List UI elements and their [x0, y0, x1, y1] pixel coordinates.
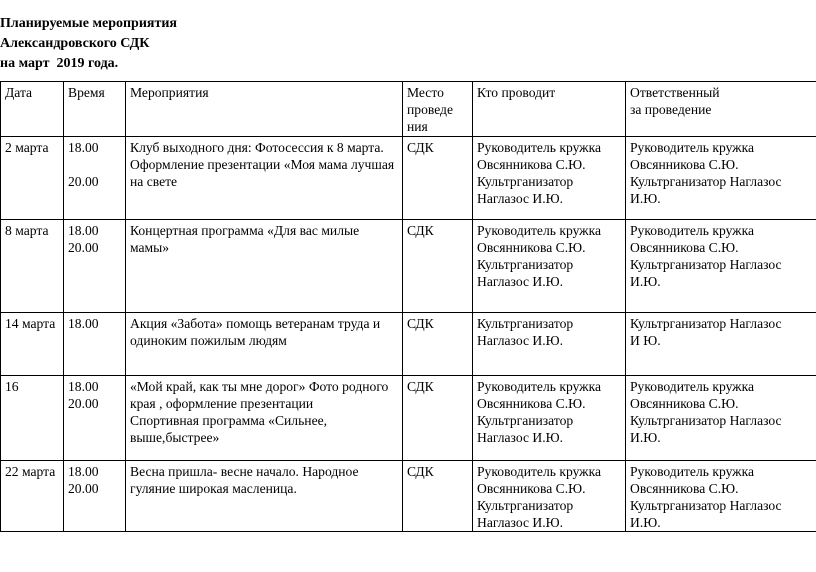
- cell-time: 18.00 20.00: [64, 461, 126, 532]
- cell-who: Руководитель кружка Овсянникова С.Ю. Культрганизатор Наглазос И.Ю.: [473, 461, 626, 532]
- cell-responsible: Руководитель кружка Овсянникова С.Ю. Культрганизатор Наглазос И.Ю.: [626, 137, 816, 220]
- cell-place: СДК: [403, 376, 473, 461]
- title-line-3: на март 2019 года.: [0, 56, 119, 71]
- cell-responsible: Руководитель кружка Овсянникова С.Ю. Культрганизатор Наглазос И.Ю.: [626, 461, 816, 532]
- cell-who: Руководитель кружка Овсянникова С.Ю. Культрганизатор Наглазос И.Ю.: [473, 376, 626, 461]
- cell-time: 18.00 20.00: [64, 376, 126, 461]
- header-date: Дата: [1, 82, 64, 137]
- title-line-2: Александровского СДК: [0, 36, 150, 51]
- document-title: [0, 14, 177, 74]
- cell-responsible: Культрганизатор Наглазос И Ю.: [626, 313, 816, 376]
- cell-date: 2 марта: [1, 137, 64, 220]
- cell-date: 14 марта: [1, 313, 64, 376]
- title-line-1: Планируемые мероприятия: [0, 16, 177, 31]
- cell-event: Концертная программа «Для вас милые мамы»: [126, 220, 403, 313]
- header-who: Кто проводит: [473, 82, 626, 137]
- cell-responsible: Руководитель кружка Овсянникова С.Ю. Культрганизатор Наглазос И.Ю.: [626, 376, 816, 461]
- header-event: Мероприятия: [126, 82, 403, 137]
- cell-time: 18.00: [64, 313, 126, 376]
- table-row: [1, 220, 816, 313]
- cell-place: СДК: [403, 220, 473, 313]
- cell-place: СДК: [403, 313, 473, 376]
- cell-who: Руководитель кружка Овсянникова С.Ю. Культрганизатор Наглазос И.Ю.: [473, 220, 626, 313]
- cell-event: Клуб выходного дня: Фотосессия к 8 марта. Оформление презентации «Моя мама лучшая на свете: [126, 137, 403, 220]
- cell-place: СДК: [403, 137, 473, 220]
- table-header-row: [1, 82, 816, 137]
- cell-date: 22 марта: [1, 461, 64, 532]
- cell-date: 16: [1, 376, 64, 461]
- cell-responsible: Руководитель кружка Овсянникова С.Ю. Культрганизатор Наглазос И.Ю.: [626, 220, 816, 313]
- cell-event: «Мой край, как ты мне дорог» Фото родного края , оформление презентации Спортивная программа «Сильнее, выше,быстрее»: [126, 376, 403, 461]
- table-row: [1, 376, 816, 461]
- cell-date: 8 марта: [1, 220, 64, 313]
- header-place: Место проведе ния: [403, 82, 473, 137]
- cell-event: Весна пришла- весне начало. Народное гуляние широкая масленица.: [126, 461, 403, 532]
- cell-event: Акция «Забота» помощь ветеранам труда и одиноким пожилым людям: [126, 313, 403, 376]
- table-row: [1, 137, 816, 220]
- cell-time: 18.00 20.00: [64, 137, 126, 220]
- table-row: [1, 461, 816, 532]
- table-row: [1, 313, 816, 376]
- header-responsible: Ответственный за проведение: [626, 82, 816, 137]
- cell-place: СДК: [403, 461, 473, 532]
- header-time: Время: [64, 82, 126, 137]
- cell-who: Руководитель кружка Овсянникова С.Ю. Культрганизатор Наглазос И.Ю.: [473, 137, 626, 220]
- events-table: [0, 81, 816, 532]
- cell-time: 18.00 20.00: [64, 220, 126, 313]
- cell-who: Культрганизатор Наглазос И.Ю.: [473, 313, 626, 376]
